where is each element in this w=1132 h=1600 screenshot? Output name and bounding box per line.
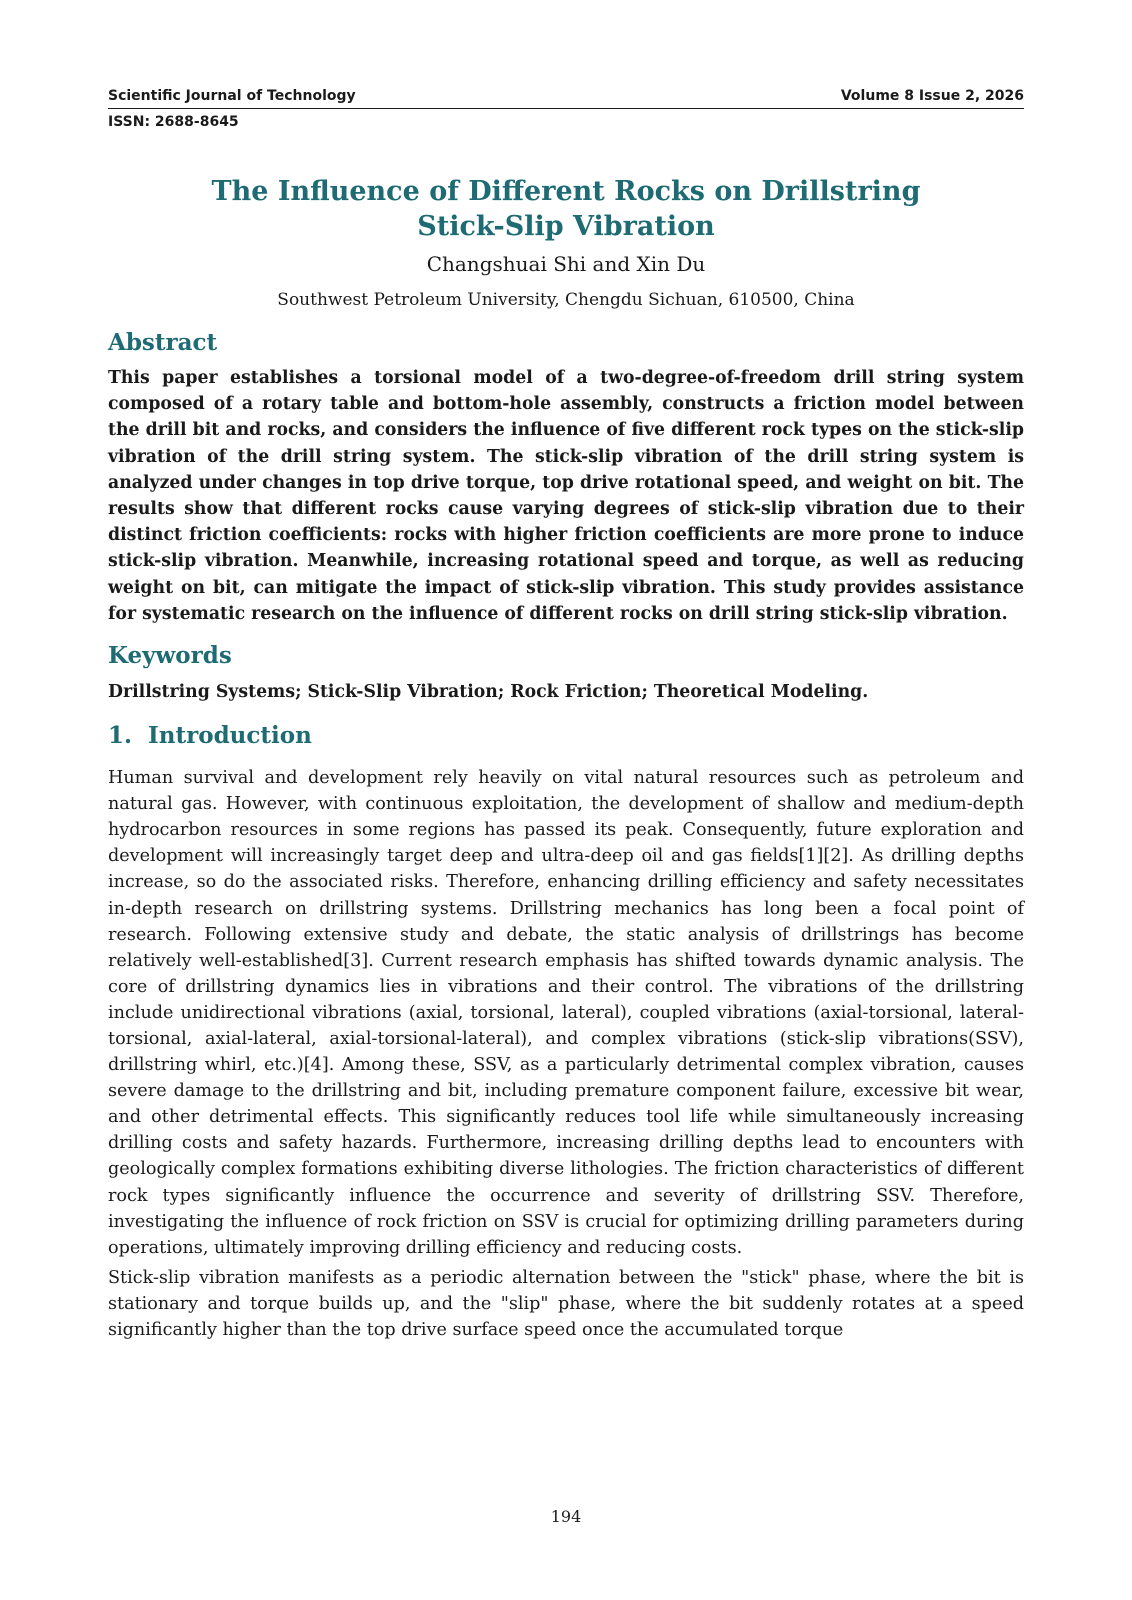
keywords-text: Drillstring Systems; Stick-Slip Vibration; Rock Friction; Theoretical Modeling. — [108, 682, 869, 703]
page-number: 194 — [550, 1507, 582, 1526]
journal-name: Scientific Journal of Technology — [108, 88, 356, 104]
section-number: 1. — [108, 722, 133, 750]
abstract-heading: Abstract — [108, 329, 218, 356]
issn: ISSN: 2688-8645 — [108, 114, 239, 130]
paper-affiliation: Southwest Petroleum University, Chengdu Sichuan, 610500, China — [277, 290, 855, 310]
intro-paragraph: Stick-slip vibration manifests as a periodic alternation between the "stick" phase, where the bit is stationary and torque builds up, and the "slip" phase, where the bit suddenly rotates at a speed significantly higher than the top drive surface speed once the accumulated torque — [108, 1267, 1024, 1340]
header-divider — [108, 108, 1024, 109]
running-header — [108, 84, 1024, 104]
volume-issue: Volume 8 Issue 2, 2026 — [840, 88, 1024, 104]
paper-page — [108, 84, 1024, 1343]
section-title: Introduction — [148, 722, 312, 750]
paper-authors: Changshuai Shi and Xin Du — [426, 252, 706, 276]
section-heading-introduction — [108, 721, 1024, 751]
keywords-heading: Keywords — [108, 642, 232, 670]
paper-title: The Influence of Different Rocks on Drillstring Stick-Slip Vibration — [211, 176, 921, 242]
intro-paragraph: Human survival and development rely heavily on vital natural resources such as petroleum and natural gas. However, with continuous exploitation, the development of shallow and medium-depth hydrocarbon resources in some regions has passed its peak. Consequently, future exploration and development will increasingly target deep and ultra-deep oil and gas fields[1][2]. As drilling depths increase, so do the associated risks. Therefore, enhancing drilling efficiency and safety necessitates in-depth research on drillstring systems. Drillstring mechanics has long been a focal point of research. Following extensive study and debate, the static analysis of drillstrings has become relatively well-established[3]. Current research emphasis has shifted towards dynamic analysis. The core of drillstring dynamics lies in vibrations and their control. The vibrations of the drillstring include unidirectional vibrations (axial, torsional, lateral), coupled vibrations (axial-torsional, lateral-torsional, axial-lateral, axial-torsional-lateral), and complex vibrations (stick-slip vibrations(SSV), drillstring whirl, etc.)[4]. Among these, SSV, as a particularly detrimental complex vibration, causes severe damage to the drillstring and bit, including premature component failure, excessive bit wear, and other detrimental effects. This significantly reduces tool life while simultaneously increasing drilling costs and safety hazards. Furthermore, increasing drilling depths lead to encounters with geologically complex formations exhibiting diverse lithologies. The friction characteristics of different rock types significantly influence the occurrence and severity of drillstring SSV. Therefore, investigating the influence of rock friction on SSV is crucial for optimizing drilling parameters during operations, ultimately improving drilling efficiency and reducing costs. — [108, 768, 1024, 1258]
abstract-text: This paper establishes a torsional model of a two-degree-of-freedom drill string system composed of a rotary table and bottom-hole assembly, constructs a friction model between the drill bit and rocks, and considers the influence of five different rock types on the stick-slip vibration of the drill string system. The stick-slip vibration of the drill string system is analyzed under changes in top drive torque, top drive rotational speed, and weight on bit. The results show that different rocks cause varying degrees of stick-slip vibration due to their distinct friction coefficients: rocks with higher friction coefficients are more prone to induce stick-slip vibration. Meanwhile, increasing rotational speed and torque, as well as reducing weight on bit, can mitigate the impact of stick-slip vibration. This study provides assistance for systematic research on the influence of different rocks on drill string stick-slip vibration. — [108, 368, 1024, 624]
